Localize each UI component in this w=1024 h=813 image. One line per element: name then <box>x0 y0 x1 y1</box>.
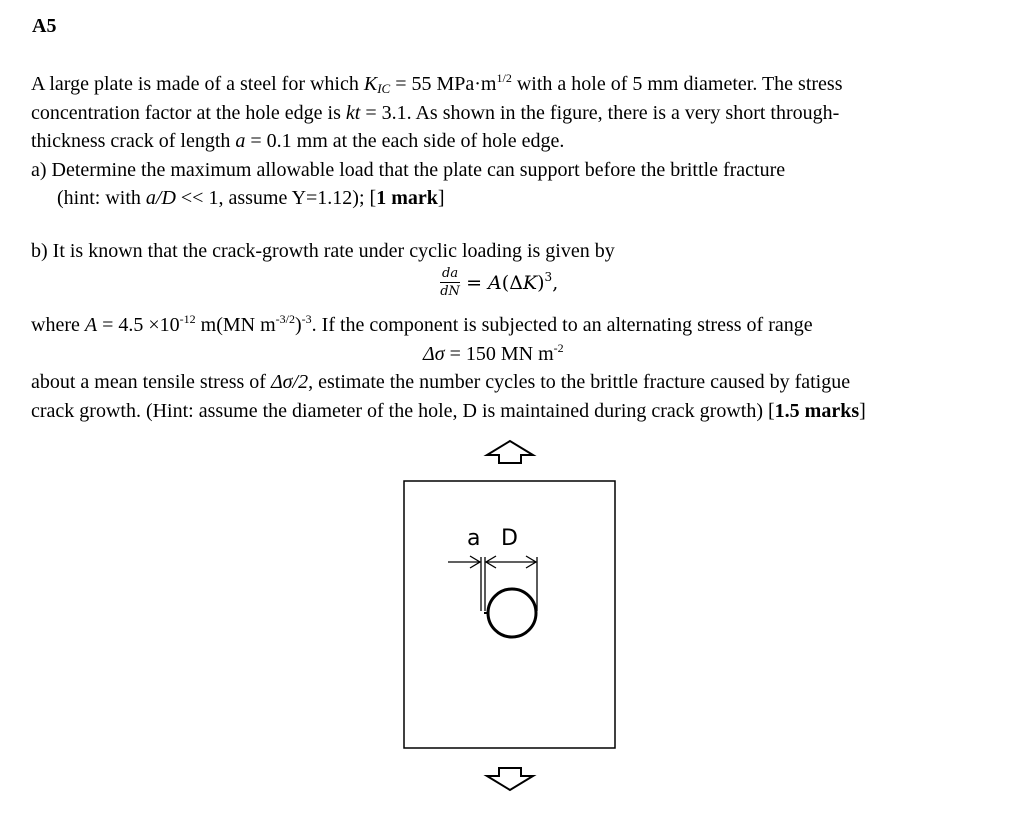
part-b-intro: b) It is known that the crack-growth rate under cyclic loading is given by <box>31 239 615 262</box>
part-a-line-2: (hint: with a/D << 1, assume Y=1.12); [1 mark] <box>57 187 445 209</box>
tension-arrow-down-icon <box>487 768 533 790</box>
question-number: A5 <box>32 15 57 37</box>
equation-fraction: $\frac{da}{dN}$ <box>440 266 460 299</box>
mean-stress-line: about a mean tensile stress of Δσ/2, estimate the number cycles to the brittle fracture caused by fatigue <box>31 371 851 393</box>
hint-line: crack growth. (Hint: assume the diameter of the hole, D is maintained during crack growth) [1.5 marks] <box>31 399 866 422</box>
where-line: where $A = 4.5 \times 10^{-12}$ m(MN $m^{-3/2})^{-3}$. If the component is subjected to an alternating stress of range <box>31 312 813 336</box>
plate <box>404 481 615 748</box>
intro-line-1: A large plate is made of a steel for which $K_{IC} = 55$ $MPa\cdot m^{1/2}$ with a hole of 5 mm diameter. The stress <box>31 71 843 96</box>
intro-line-3: thickness crack of length a = 0.1 mm at the each side of hole edge. <box>31 130 565 152</box>
stress-range-line: Δσ = 150 MN $m^{-2}$ <box>423 340 564 365</box>
hole <box>488 589 536 637</box>
equation-rhs: = $A(\Delta K)^3$, <box>466 269 559 294</box>
tension-arrow-up-icon <box>487 441 533 463</box>
part-a-line-1: a) Determine the maximum allowable load that the plate can support before the brittle fracture <box>31 158 786 181</box>
label-a: a <box>467 526 481 551</box>
label-D: D <box>501 526 518 551</box>
intro-line-2: concentration factor at the hole edge is kt = 3.1. As shown in the figure, there is a very short through- <box>31 101 840 124</box>
